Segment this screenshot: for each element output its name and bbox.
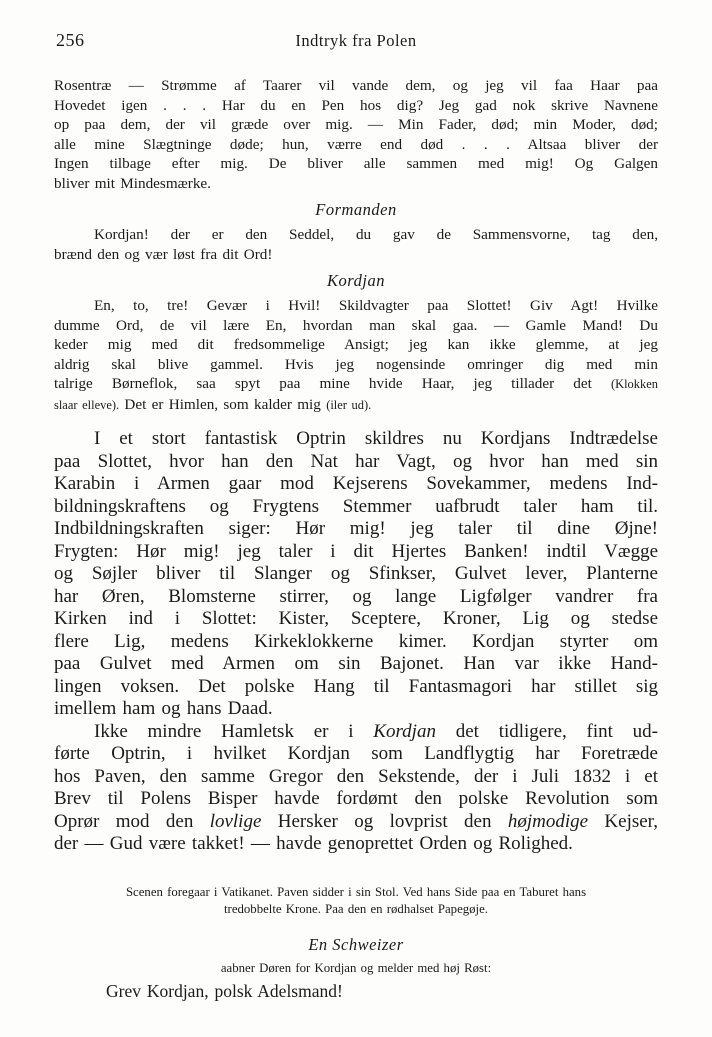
stage-direction	[54, 960, 658, 977]
text-line: bliver mit Mindesmærke.	[54, 174, 211, 192]
text-line: slaar elleve). Det er Himlen, som kalder mig (iler ud).	[54, 395, 372, 413]
text-line: talrige Børneflok, saa spyt paa mine hvide Haar, jeg tillader det (Klokken	[54, 375, 658, 392]
text-line: Ikke mindre Hamletsk er i Kordjan det tidligere, fint ud-	[94, 720, 659, 742]
paragraph	[54, 980, 658, 1002]
text-line: aabner Døren for Kordjan og melder med høj Røst:	[220, 960, 492, 975]
running-title: Indtryk fra Polen	[295, 31, 417, 50]
text-line: aldrig skal blive gammel. Hvis jeg nogensinde omringer dig med min	[54, 355, 658, 373]
paragraph	[54, 428, 658, 721]
text-line: alle mine Slægtninge døde; hun, værre end død . . . Altsaa bliver der	[54, 135, 658, 153]
text-block	[54, 76, 658, 1002]
text-line: og Søjler bliver til Slanger og Sfinkser, Gulvet lever, Planterne	[54, 563, 658, 584]
text-line: Karabin i Armen gaar mod Kejserens Sovekammer, medens Ind-	[54, 473, 658, 494]
text-line: Frygten: Hør mig! jeg taler i dit Hjertes Banken! indtil Vægge	[54, 540, 658, 562]
text-line: Indbildningskraften siger: Hør mig! jeg taler til dine Øjne!	[54, 518, 658, 539]
text-line: imellem ham og hans Daad.	[54, 698, 273, 719]
text-line: flere Lig, medens Kirkeklokkerne kimer. Kordjan styrter om	[54, 630, 658, 652]
speech-heading: En Schweizer	[308, 934, 404, 954]
text-line: paa Gulvet med Armen om sin Bajonet. Han var ikke Hand-	[54, 653, 658, 674]
text-line: Hovedet igen . . . Har du en Pen hos dig? Jeg gad nok skrive Navnene	[54, 96, 658, 114]
speech-heading: Kordjan	[327, 271, 385, 290]
text-line: brænd den og vær løst fra dit Ord!	[54, 245, 273, 263]
text-line: En, to, tre! Gevær i Hvil! Skildvagter paa Slottet! Giv Agt! Hvilke	[94, 297, 658, 314]
text-line: Oprør mod den lovlige Hersker og lovprist den højmodige Kejser,	[54, 810, 659, 832]
paragraph	[54, 296, 658, 415]
text-line: der — Gud være takket! — havde genoprettet Orden og Rolighed.	[54, 833, 573, 854]
running-header	[54, 30, 658, 54]
text-line: Brev til Polens Bisper havde fordømt den polske Revolution som	[54, 788, 658, 809]
text-line: Ingen tilbage efter mig. De bliver alle sammen med mig! Og Galgen	[54, 155, 658, 172]
text-line: førte Optrin, i hvilket Kordjan som Landflygtig har Foretræde	[54, 743, 658, 764]
paragraph	[54, 76, 658, 193]
paragraph	[54, 225, 658, 264]
text-line: lingen voksen. Det polske Hang til Fantasmagori har stillet sig	[54, 675, 658, 697]
text-line: op paa dem, der vil græde over mig. — Min Fader, død; min Moder, død;	[54, 116, 658, 133]
text-line: dumme Ord, de vil lære En, hvordan man skal gaa. — Gamle Mand! Du	[54, 316, 658, 334]
speech-heading: Formanden	[315, 200, 397, 219]
page-number: 256	[56, 30, 85, 50]
text-line: I et stort fantastisk Optrin skildres nu Kordjans Indtrædelse	[94, 428, 658, 449]
text-line: hos Paven, den samme Gregor den Sekstende, der i Juli 1832 i et	[54, 765, 658, 787]
text-line: Scenen foregaar i Vatikanet. Paven sidder i sin Stol. Ved hans Side paa en Taburet hans	[125, 884, 587, 899]
stage-direction	[54, 884, 658, 918]
text-line: har Øren, Blomsterne stirrer, og lange Ligfølger vandrer fra	[54, 585, 658, 607]
text-line: Kirken ind i Slottet: Kister, Sceptere, Kroner, Lig og stedse	[54, 608, 658, 629]
text-line: bildningskraftens og Frygtens Stemmer uafbrudt taler ham til.	[54, 495, 658, 517]
text-line: tredobbelte Krone. Paa den en rødhalset Papegøje.	[224, 901, 488, 916]
paragraph	[54, 721, 658, 856]
text-line: Rosentræ — Strømme af Taarer vil vande dem, og jeg vil faa Haar paa	[54, 77, 658, 94]
text-line: paa Slottet, hvor han den Nat har Vagt, og hvor han med sin	[54, 450, 658, 472]
text-line: Kordjan! der er den Seddel, du gav de Sammensvorne, tag den,	[94, 226, 658, 243]
text-line: keder mig med dit fredsommelige Ansigt; jeg kan ikke glemme, at jeg	[54, 336, 658, 353]
text-line: Grev Kordjan, polsk Adelsmand!	[106, 980, 343, 1001]
